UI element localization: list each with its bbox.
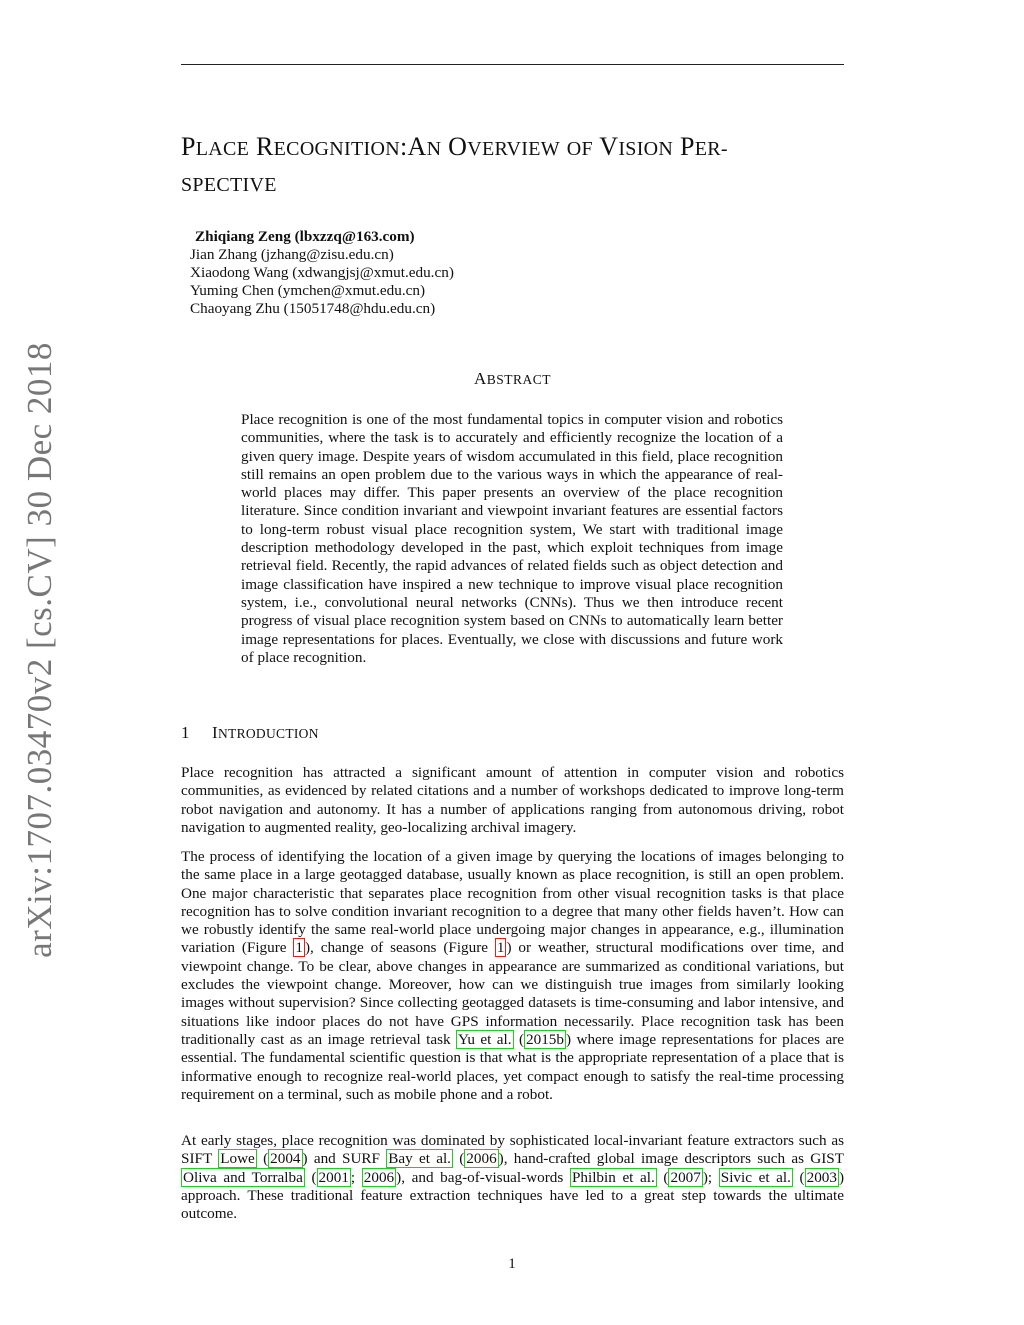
section-heading-introduction: 1 INTRODUCTION [181, 723, 319, 742]
citation-link[interactable]: 2001 [318, 1168, 349, 1186]
citation-link[interactable]: 2006 [466, 1150, 497, 1168]
citation-link[interactable]: Philbin et al. [571, 1168, 655, 1186]
arxiv-identifier: arXiv:1707.03470v2 [cs.CV] 30 Dec 2018 [20, 342, 59, 958]
author-list [190, 228, 454, 318]
abstract-heading: ABSTRACT [473, 369, 552, 388]
citation-link[interactable]: Sivic et al. [720, 1168, 791, 1186]
intro-paragraph-3: At early stages, place recognition was dominated by sophisticated local-invariant feature extractors such as SIFT Lowe ( 2004 ) and SURF Bay et al. ( 2006 ), hand-crafted global image descriptors such as GIST Oliva and Torralba ( 2001 ; 2006 ), and bag-of-visual-words Philbin et al. ( 2007 ); Sivic et al. ( 2003 ) approach. These traditional feature extraction techniques have led to a great step towards the ultimate outcome. [181, 1132, 845, 1223]
author-entry: Jian Zhang (jzhang@zisu.edu.cn) [190, 246, 394, 263]
citation-link[interactable]: Yu et al. [458, 1030, 512, 1048]
citation-link[interactable]: 2003 [806, 1168, 837, 1186]
citation-link[interactable]: Oliva and Torralba [183, 1168, 303, 1186]
citation-link[interactable]: Bay et al. [388, 1150, 451, 1168]
paper-title: PLACE RECOGNITION:AN OVERVIEW OF VISION PER- SPECTIVE [181, 132, 728, 196]
citation-link[interactable]: Lowe [220, 1150, 255, 1168]
citation-link[interactable]: 2004 [270, 1150, 301, 1168]
citation-link[interactable]: 2015b [526, 1030, 564, 1048]
top-rule [181, 64, 844, 65]
intro-paragraph-2: The process of identifying the location of a given image by querying the locations of images belonging to the same place in a large geotagged database, usually known as place recognition, is still an open problem. One major characteristic that separates place recognition from other visual recognition tasks is that place recognition has to solve condition invariant recognition to a degree that many other fields haven’t. How can we robustly identify the same real-world place undergoing major changes in appearance, e.g., illumination variation (Figure 1 ), change of seasons (Figure 1 ) or weather, structural modifications over time, and viewpoint change. To be clear, above changes in appearance are summarized as conditional variations, but excludes the viewpoint change. Moreover, how can we distinguish true images from similarly looking images without supervision? Since collecting geotagged datasets is time-consuming and labor intensive, and situations like indoor places do not have GPS information necessarily. Place recognition task has been traditionally cast as an image retrieval task Yu et al. ( 2015b ) where image representations for places are essential. The fundamental scientific question is that what is the appropriate representation of a place that is informative enough to recognize real-world places, yet compact enough to satisfy the real-time processing requirement on a terminal, such as mobile phone and a robot. [181, 848, 844, 1103]
author-entry: Chaoyang Zhu (15051748@hdu.edu.cn) [190, 300, 436, 317]
author-entry: Yuming Chen (ymchen@xmut.edu.cn) [190, 282, 426, 299]
page-number: 1 [508, 1256, 516, 1272]
figure-link[interactable]: 1 [295, 939, 303, 957]
abstract-body: Place recognition is one of the most fundamental topics in computer vision and robotics communities, where the task is to accurately and efficiently recognize the location of a given query image. Despite years of wisdom accumulated in this field, place recognition still remains an open problem due to the various ways in which the appearance of real-world places may differ. This paper presents an overview of the place recognition literature. Since condition invariant and viewpoint invariant features are essential factors to long-term robust visual place recognition system, We start with traditional image description methodology developed in the past, which exploit techniques from image retrieval field. Recently, the rapid advances of related fields such as object detection and image classification have inspired a new technique to improve visual place recognition system, i.e., convolutional neural networks (CNNs). Thus we then introduce recent progress of visual place recognition system based on CNNs to automatically learn better image representations for places. Eventually, we close with discussions and future work of place recognition. [241, 411, 783, 666]
author-entry: Zhiqiang Zeng (lbxzzq@163.com) [195, 228, 415, 245]
intro-paragraph-1: Place recognition has attracted a significant amount of attention in computer vision and robotics communities, as evidenced by related citations and a number of workshops dedicated to improve long-term robot navigation and autonomy. It has a number of applications ranging from autonomous driving, robot navigation to augmented reality, geo-localizing archival imagery. [181, 764, 844, 836]
citation-link[interactable]: 2007 [670, 1168, 701, 1186]
citation-link[interactable]: 2006 [363, 1168, 395, 1186]
figure-link[interactable]: 1 [496, 939, 505, 957]
author-entry: Xiaodong Wang (xdwangjsj@xmut.edu.cn) [190, 264, 454, 281]
